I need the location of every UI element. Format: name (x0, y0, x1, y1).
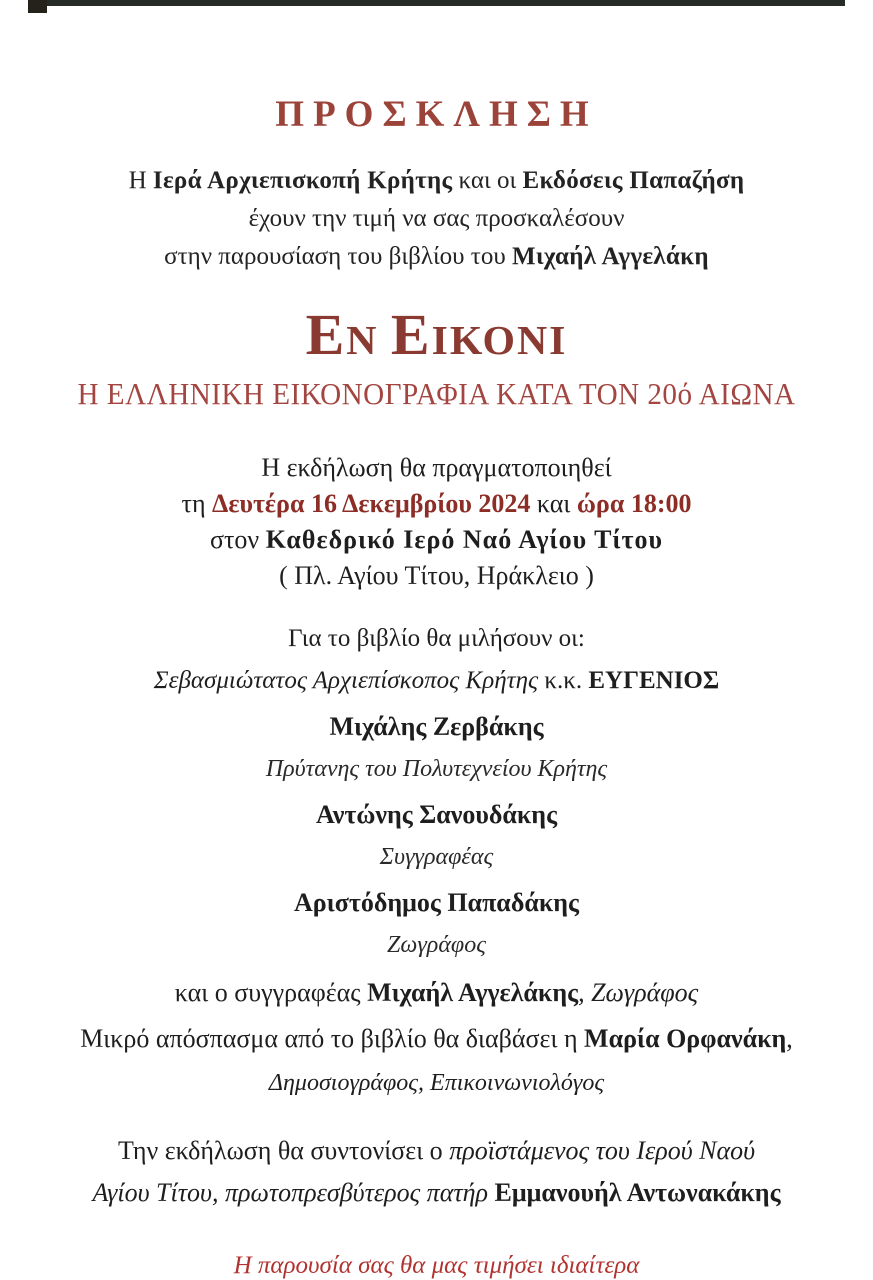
speaker-item (0, 710, 873, 786)
scan-artifact-top-bar (47, 0, 845, 6)
author-role: Ζωγράφος (591, 978, 699, 1007)
event-venue: Καθεδρικό Ιερό Ναό Αγίου Τίτου (265, 525, 664, 554)
intro-paragraph (0, 162, 873, 276)
reading-line: Μικρό απόσπασμα από το βιβλίο θα διαβάσει η Μαρία Ορφανάκη, (80, 1024, 793, 1053)
speaker-role: Πρύτανης του Πολυτεχνείου Κρήτης (265, 756, 608, 782)
coordinator-title: προϊστάμενος του Ιερού Ναού Αγίου Τίτου, πρωτοπρεσβύτερος πατήρ (92, 1136, 756, 1207)
event-date: Δευτέρα 16 Δεκεμβρίου 2024 (212, 489, 531, 518)
author-name: Μιχαήλ Αγγελάκης (367, 978, 579, 1007)
event-line-datetime: τη Δευτέρα 16 Δεκεμβρίου 2024 και ώρα 18:00 (181, 489, 692, 518)
intro-line-honor: έχουν την τιμή να σας προσκαλέσουν (248, 205, 625, 232)
speaker-author-line: και ο συγγραφέας Μιχαήλ Αγγελάκης, Ζωγράφος (174, 978, 699, 1007)
book-title: ΕΝ ΕΙΚΟΝΙ (305, 302, 568, 367)
coordinator-name: Εμμανουήλ Αντωνακάκης (494, 1178, 781, 1207)
organizer-publisher: Εκδόσεις Παπαζήση (522, 167, 745, 194)
book-author: Μιχαήλ Αγγελάκη (511, 243, 709, 270)
event-line-announce: Η εκδήλωση θα πραγματοποιηθεί (261, 453, 612, 482)
reader-name: Μαρία Ορφανάκη (584, 1024, 787, 1053)
speaker-role: Ζωγράφος (387, 932, 486, 958)
speaker-name: Μιχάλης Ζερβάκης (329, 712, 544, 741)
page-title: ΠΡΟΣΚΛΗΣΗ (275, 94, 598, 135)
organizer-archdiocese: Ιερά Αρχιεπισκοπή Κρήτης (152, 167, 453, 194)
speaker-item (0, 886, 873, 962)
speaker-item (0, 798, 873, 874)
intro-line-book: στην παρουσίαση του βιβλίου του Μιχαήλ Αγγελάκη (164, 243, 709, 270)
speaker-role: Συγγραφέας (379, 844, 494, 870)
reader-role: Δημοσιογράφος, Επικοινωνιολόγος (268, 1070, 605, 1096)
speakers-intro: Για το βιβλίο θα μιλήσουν οι: (288, 625, 585, 652)
speaker-archbishop-name: ΕΥΓΕΝΙΟΣ (588, 667, 720, 694)
speakers-section (0, 622, 873, 1100)
speaker-name: Αριστόδημος Παπαδάκης (293, 888, 579, 917)
speaker-name: Αντώνης Σανουδάκης (315, 800, 558, 829)
event-line-location: ( Πλ. Αγίου Τίτου, Ηράκλειο ) (279, 561, 594, 590)
book-subtitle: Η ΕΛΛΗΝΙΚΗ ΕΙΚΟΝΟΓΡΑΦΙΑ ΚΑΤΑ ΤΟΝ 20ό ΑΙΩΝΑ (77, 376, 796, 411)
scan-artifact-corner-square (28, 0, 47, 13)
event-time: ώρα 18:00 (576, 489, 692, 518)
intro-line-organizers: Η Ιερά Αρχιεπισκοπή Κρήτης και οι Εκδόσεις Παπαζήση (128, 167, 745, 194)
event-line-venue: στον Καθεδρικό Ιερό Ναό Αγίου Τίτου (209, 525, 664, 554)
event-details (0, 450, 873, 594)
closing-note: Η παρουσία σας θα μας τιμήσει ιδιαίτερα (233, 1252, 640, 1279)
speaker-archbishop: Σεβασμιώτατος Αρχιεπίσκοπος Κρήτης κ.κ. ΕΥΓΕΝΙΟΣ (153, 667, 720, 694)
coordinator-line: Την εκδήλωση θα συντονίσει ο προϊστάμενος του Ιερού Ναού Αγίου Τίτου, πρωτοπρεσβύτερος πατήρ Εμμανουήλ Αντωνακάκης (92, 1136, 781, 1207)
